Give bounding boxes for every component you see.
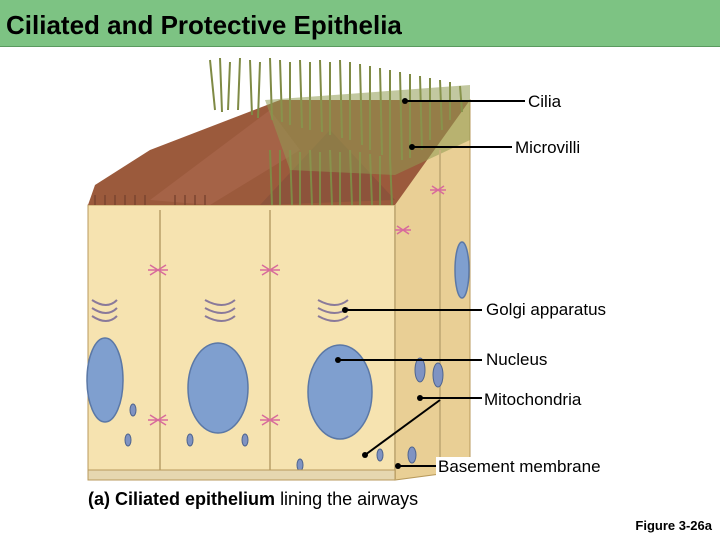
figure-number: Figure 3-26a	[635, 518, 712, 533]
basement-membrane	[88, 470, 395, 480]
label-basement-membrane: Basement membrane	[438, 457, 601, 476]
label-microvilli: Microvilli	[515, 138, 581, 157]
caption-letter: (a)	[88, 489, 110, 509]
caption-rest: lining the airways	[280, 489, 419, 509]
label-cilia: Cilia	[528, 92, 562, 111]
label-nucleus: Nucleus	[486, 350, 548, 369]
page-title: Ciliated and Protective Epithelia	[6, 10, 402, 40]
figure-caption	[88, 489, 418, 510]
epithelium-front-face	[88, 205, 395, 480]
label-golgi: Golgi apparatus	[486, 300, 607, 319]
label-mitochondria: Mitochondria	[484, 390, 582, 409]
caption-bold: Ciliated epithelium	[115, 489, 276, 509]
